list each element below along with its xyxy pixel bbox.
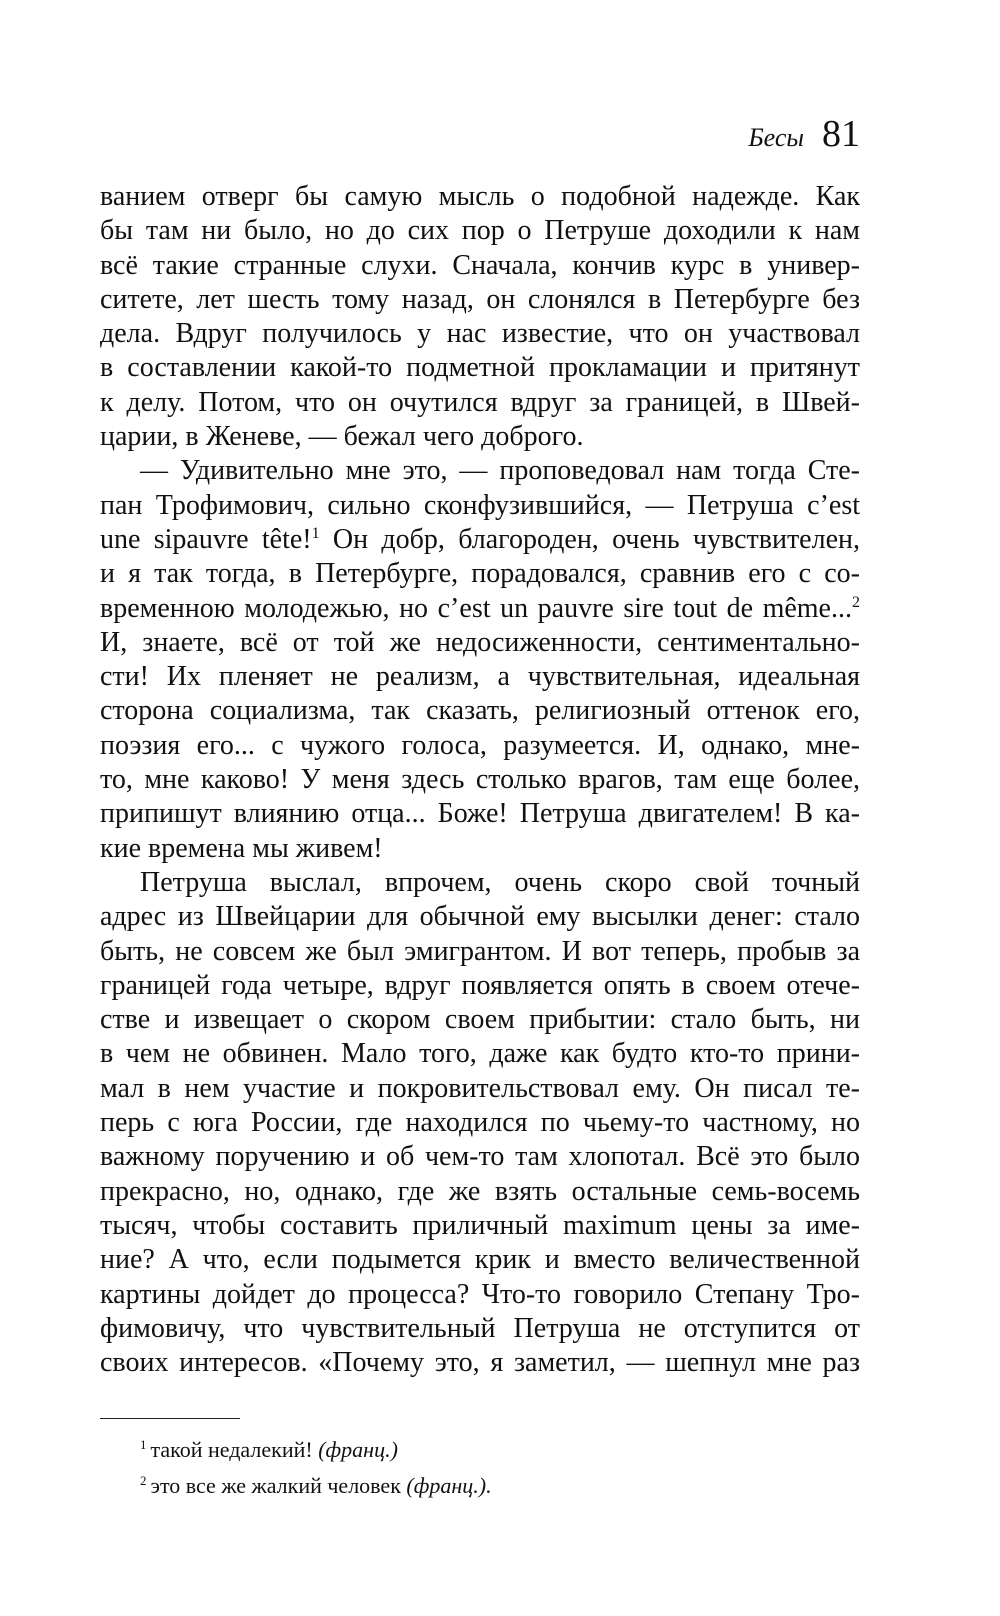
text-line: и я так тогда, в Петербурге, порадовался, сравнив его с со- [100,558,860,590]
text-line: бы там ни было, но до сих пор о Петруше доходили к нам [100,215,860,247]
footnote-text: такой недалекий! [150,1437,319,1462]
footnote-marker: 1 [140,1437,147,1452]
text-line: важному поручению и об чем-то там хлопотал. Всё это было [100,1141,860,1173]
text-line: сти! Их пленяет не реализм, а чувствительная, идеальная [100,661,860,693]
text-line: Петруша выслал, впрочем, очень скоро свой точный [140,866,860,898]
text-line: в составлении какой-то подметной прокламации и притянут [100,352,860,384]
text-line: прекрасно, но, однако, где же взять остальные семь-восемь [100,1175,860,1207]
text-line: мал в нем участие и покровительствовал ему. Он писал те- [100,1072,860,1104]
text-line-with-footnote [100,523,860,557]
text-segment: Он добр, благороден, очень чувствителен, [319,523,860,555]
running-title: Бесы [748,123,804,152]
footnote-2 [140,1468,840,1504]
text-line: границей года четыре, вдруг появляется опять в своем отече- [100,969,860,1001]
text-line: в чем не обвинен. Мало того, даже как будто кто-то прини- [100,1038,860,1070]
body-text [100,180,860,1380]
page-header [748,112,860,156]
text-line: тысяч, чтобы составить приличный maximum цены за име- [100,1209,860,1241]
text-line: картины дойдет до процесса? Что-то говорило Степану Тро- [100,1278,860,1310]
footnote-ref-1: 1 [311,524,320,542]
footnote-language: (франц.) [318,1437,398,1462]
text-line: сторона социализма, так сказать, религиозный оттенок его, [100,695,860,727]
text-line: фимовичу, что чувствительный Петруша не отступится от [100,1312,860,1344]
footnote-text: это все же жалкий человек [150,1473,407,1498]
text-line: ние? А что, если подымется крик и вместо величественной [100,1244,860,1276]
footnote-marker: 2 [140,1473,147,1488]
footnote-divider [100,1418,240,1419]
text-line-with-footnote [100,592,860,626]
text-line: всё такие странные слухи. Сначала, кончив курс в универ- [100,249,860,281]
text-line: то, мне каково! У меня здесь столько врагов, там еще более, [100,764,860,796]
footnotes [140,1432,840,1504]
footnote-ref-2: 2 [852,593,860,611]
page-number: 81 [822,113,860,155]
text-line: — Удивительно мне это, — проповедовал нам тогда Сте- [140,455,860,487]
text-line: быть, не совсем же был эмигрантом. И вот теперь, пробыв за [100,935,860,967]
text-line: к делу. Потом, что он очутился вдруг за границей, в Швей- [100,386,860,418]
text-line: адрес из Швейцарии для обычной ему высылки денег: стало [100,901,860,933]
text-line: перь с юга России, где находился по чьему-то частному, но [100,1107,860,1139]
text-line: дела. Вдруг получилось у нас известие, что он участвовал [100,318,860,350]
footnote-1 [140,1432,840,1468]
text-line: стве и извещает о скором своем прибытии: стало быть, ни [100,1004,860,1036]
text-line: И, знаете, всё от той же недосиженности, сентиментально- [100,626,860,658]
text-segment: временною молодежью, но c’est un pauvre sire tout de même... [100,592,852,624]
text-line: ванием отверг бы самую мысль о подобной надежде. Как [100,181,860,212]
text-line: припишут влиянию отца... Боже! Петруша двигателем! В ка- [100,798,860,830]
footnote-language: (франц.). [406,1473,492,1498]
text-line: ситете, лет шесть тому назад, он слонялся в Петербурге без [100,283,860,315]
text-line: пан Трофимович, сильно сконфузившийся, — Петруша c’est [100,489,860,521]
text-line: поэзия его... с чужого голоса, разумеется. И, однако, мне- [100,729,860,761]
text-segment: une sipauvre tête! [100,523,312,555]
text-line: царии, в Женеве, — бежал чего доброго. [100,421,584,453]
text-line: своих интересов. «Почему это, я заметил, — шепнул мне раз [100,1347,860,1379]
text-line: кие времена мы живем! [100,832,383,864]
